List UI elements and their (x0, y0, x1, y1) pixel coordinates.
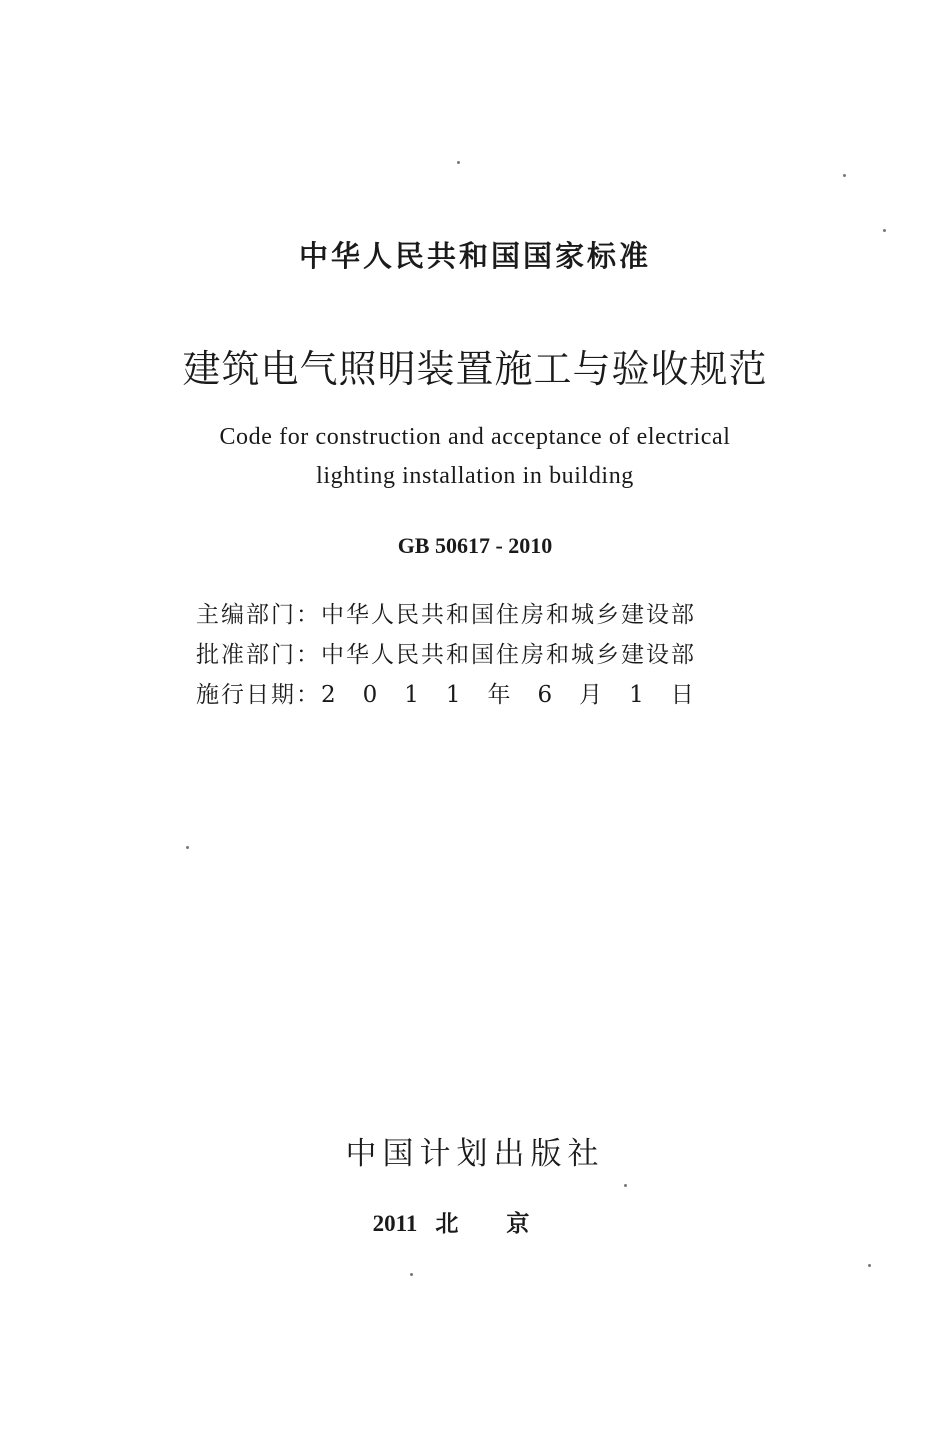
effective-date-row (196, 675, 721, 715)
scan-speck (883, 229, 886, 232)
approver-value: 中华人民共和国住房和城乡建设部 (321, 642, 696, 668)
editor-label: 主编部门： (196, 602, 321, 628)
scan-speck (457, 161, 460, 164)
editor-value: 中华人民共和国住房和城乡建设部 (321, 602, 696, 628)
approver-label: 批准部门： (196, 642, 321, 668)
publication-line (0, 1205, 950, 1238)
scan-speck (624, 1184, 627, 1187)
series-title: 中华人民共和国国家标准 (298, 239, 651, 273)
standard-code: GB 50617 - 2010 (397, 533, 553, 558)
approver-row (196, 635, 721, 675)
scan-speck (186, 846, 189, 849)
publication-year: 2011 (372, 1211, 418, 1236)
effective-date-label: 施行日期： (196, 682, 321, 708)
scan-speck (843, 174, 846, 177)
effective-date-value: 2011年6月1日 (321, 682, 721, 708)
main-title: 建筑电气照明装置施工与验收规范 (182, 347, 768, 391)
english-title-line-1: Code for construction and acceptance of electrical (219, 424, 731, 450)
publication-city: 北京 (435, 1211, 578, 1236)
info-block (196, 595, 721, 715)
editor-row (196, 595, 721, 635)
english-title-line-2: lighting installation in building (316, 463, 634, 489)
publisher-name: 中国计划出版社 (345, 1136, 605, 1172)
scan-speck (868, 1264, 871, 1267)
scan-speck (410, 1273, 413, 1276)
